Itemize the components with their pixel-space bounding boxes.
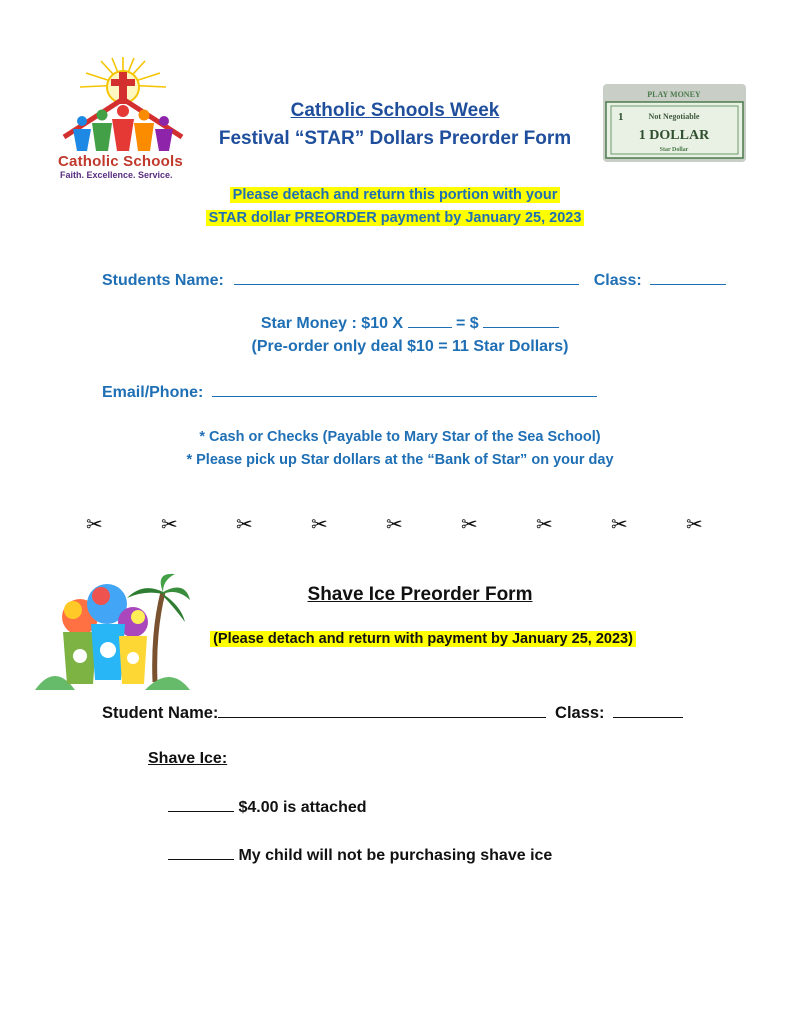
shave-ice-image — [35, 572, 190, 692]
scissors-icon: ✂ — [86, 512, 103, 536]
page-title: Catholic Schools Week — [290, 100, 500, 121]
email-phone-row — [102, 382, 597, 402]
return-notice-line1 — [100, 187, 690, 203]
shave-student-name-blank[interactable] — [218, 703, 546, 718]
highlighted-text: STAR dollar PREORDER payment by January 25, 2023 — [206, 210, 585, 226]
shave-ice-section-label: Shave Ice: — [148, 750, 228, 767]
option-attached-row — [168, 797, 367, 817]
shave-student-name-row — [102, 703, 683, 723]
page-subtitle: Festival “STAR” Dollars Preorder Form — [218, 128, 572, 149]
shave-class-blank[interactable] — [613, 703, 683, 718]
scissors-icon: ✂ — [536, 512, 553, 536]
shave-student-name-label: Student Name: — [102, 704, 219, 722]
star-money-label: Star Money : $10 X — [260, 315, 404, 332]
email-phone-label: Email/Phone: — [102, 384, 204, 401]
class-label: Class: — [593, 272, 642, 289]
dollar-corner-text: 1 — [618, 111, 624, 123]
scissors-icon: ✂ — [686, 512, 703, 536]
quantity-blank[interactable] — [408, 313, 452, 328]
scissors-icon: ✂ — [461, 512, 478, 536]
option-not-purchasing-label: My child will not be purchasing shave ice — [238, 847, 553, 864]
highlighted-text: Please detach and return this portion with your — [230, 187, 561, 203]
option-not-purchasing-row — [168, 845, 552, 865]
preorder-deal-text: (Pre-order only deal $10 = 11 Star Dollars) — [251, 338, 569, 355]
shave-ice-title: Shave Ice Preorder Form — [307, 584, 533, 605]
shave-class-label: Class: — [555, 704, 605, 722]
class-blank[interactable] — [650, 270, 726, 285]
dollar-header-text: PLAY MONEY — [647, 90, 701, 99]
highlighted-text: (Please detach and return with payment by January 25, 2023) — [210, 631, 636, 647]
dollar-footer-text: Star Dollar — [659, 147, 689, 153]
scissors-icon: ✂ — [386, 512, 403, 536]
student-name-label: Students Name: — [102, 272, 224, 289]
total-blank[interactable] — [483, 313, 559, 328]
email-phone-blank[interactable] — [212, 382, 597, 397]
scissors-icon: ✂ — [161, 512, 178, 536]
star-money-row — [150, 313, 670, 333]
scissors-icon: ✂ — [236, 512, 253, 536]
option-attached-blank[interactable] — [168, 797, 234, 812]
return-notice-line2 — [100, 210, 690, 226]
option-not-purchasing-blank[interactable] — [168, 845, 234, 860]
equals-label: = $ — [456, 315, 479, 332]
scissors-icon: ✂ — [311, 512, 328, 536]
shave-ice-notice — [188, 631, 658, 647]
logo-tagline: Faith. Excellence. Service. — [60, 170, 173, 180]
dollar-subtext: Not Negotiable — [648, 112, 700, 121]
payment-note: * Cash or Checks (Payable to Mary Star of the Sea School) — [199, 429, 601, 445]
option-attached-label: $4.00 is attached — [238, 799, 367, 816]
dollar-amount-text: 1 DOLLAR — [638, 128, 710, 143]
scissors-icon: ✂ — [611, 512, 628, 536]
play-money-dollar-image — [603, 84, 746, 162]
student-name-blank[interactable] — [234, 270, 579, 285]
logo-title: Catholic Schools — [58, 153, 183, 170]
student-name-row — [102, 270, 726, 290]
pickup-note: * Please pick up Star dollars at the “Bank of Star” on your day — [186, 452, 614, 468]
